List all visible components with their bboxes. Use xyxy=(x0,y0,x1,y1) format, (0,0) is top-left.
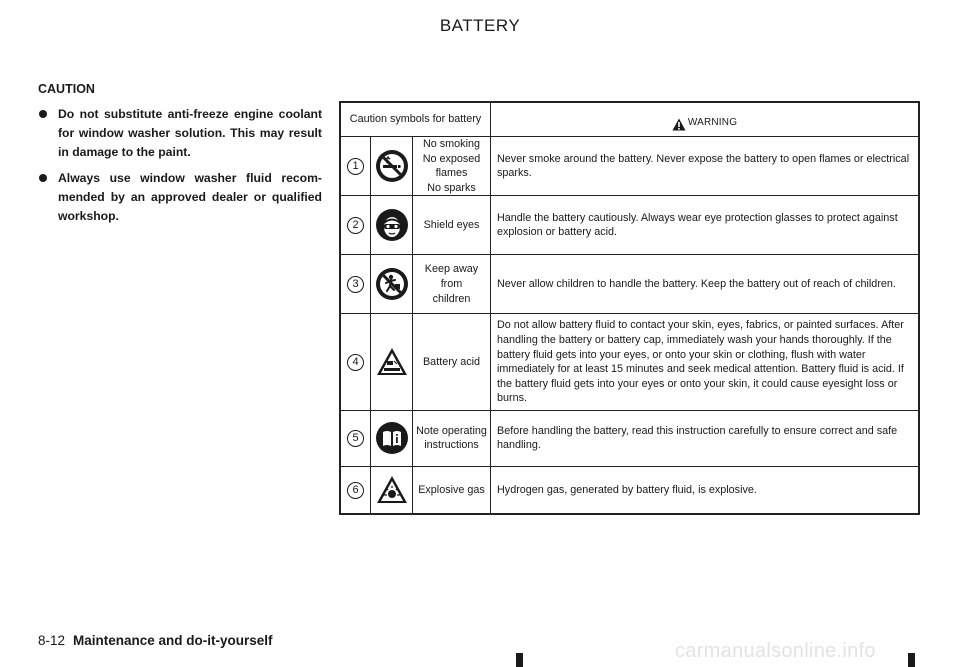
symbol-description: Hydrogen gas, generated by battery fluid, is explosive. xyxy=(491,466,920,514)
row-number: 2 xyxy=(347,217,364,234)
row-number: 3 xyxy=(347,276,364,293)
table-row xyxy=(340,410,919,466)
battery-acid-icon xyxy=(375,346,409,378)
caution-block xyxy=(38,82,322,233)
table-row xyxy=(340,314,919,411)
operating-instructions-icon xyxy=(375,421,409,455)
eye-protection-icon xyxy=(375,208,409,242)
section-title: Maintenance and do-it-yourself xyxy=(73,633,273,648)
caution-title: CAUTION xyxy=(38,82,95,96)
symbol-label-line: Battery acid xyxy=(422,355,480,368)
symbol-label-line: Shield eyes xyxy=(423,219,480,232)
symbol-description: Handle the battery cautiously. Always wear eye protection glasses to protect against explosion or battery acid. xyxy=(491,196,920,255)
symbol-label-line: children xyxy=(432,292,471,305)
symbol-label-line: instructions xyxy=(424,439,479,452)
row-number: 6 xyxy=(347,482,364,499)
caution-item xyxy=(38,105,322,162)
table-row xyxy=(340,137,919,196)
row-number: 5 xyxy=(347,430,364,447)
page-title: BATTERY xyxy=(439,16,521,35)
keep-children-away-icon xyxy=(375,267,409,301)
symbol-description: Never smoke around the battery. Never expose the battery to open flames or electrical sparks. xyxy=(491,137,920,196)
bullet-icon xyxy=(39,174,47,182)
symbol-description: Before handling the battery, read this instruction carefully to ensure correct and safe handling. xyxy=(491,410,920,466)
row-number: 1 xyxy=(347,158,364,175)
caution-item xyxy=(38,169,322,226)
symbol-label-line: Explosive gas xyxy=(418,483,485,496)
battery-caution-table xyxy=(339,101,920,515)
crop-mark xyxy=(516,653,523,667)
caution-item-text: Do not substitute anti-freeze engine coolant for window washer solution. This may result in damage to the paint. xyxy=(58,107,322,159)
table-row xyxy=(340,255,919,314)
no-smoking-icon xyxy=(375,149,409,183)
symbol-label-line: No smoking xyxy=(422,138,480,150)
bullet-icon xyxy=(39,110,47,118)
explosive-gas-icon xyxy=(375,474,409,506)
warning-triangle-icon xyxy=(672,118,686,131)
symbol-label-line: Note operating xyxy=(416,424,487,437)
page-footer xyxy=(38,633,273,648)
crop-mark xyxy=(908,653,915,667)
symbol-description: Do not allow battery fluid to contact your skin, eyes, fabrics, or painted surfaces. After handling the battery or battery cap, immediately wash your hands thoroughly. If the battery fluid gets into your eyes, or onto your skin or clothing, flush with water immediately for at least 15 minutes and seek medical attention. Battery fluid is acid. If the battery fluid gets into your eyes or onto your skin, it could cause eyesight loss or burns. xyxy=(491,314,920,411)
table-row xyxy=(340,466,919,514)
watermark: carmanualsonline.info xyxy=(675,640,876,662)
table-row xyxy=(340,196,919,255)
warning-label: WARNING xyxy=(687,116,738,128)
table-header-row xyxy=(340,102,919,137)
table-header-warning xyxy=(491,102,920,137)
row-number: 4 xyxy=(347,354,364,371)
symbol-label-line: No exposed flames xyxy=(422,152,481,180)
page-number: 8-12 xyxy=(38,633,66,648)
symbol-label-line: No sparks xyxy=(427,181,476,194)
caution-item-text: Always use window washer fluid recom-mended by an approved dealer or qualified workshop. xyxy=(58,171,322,223)
symbol-label-line: Keep away from xyxy=(424,263,479,291)
symbol-description: Never allow children to handle the battery. Keep the battery out of reach of children. xyxy=(491,255,920,314)
table-header-symbols: Caution symbols for battery xyxy=(340,102,491,137)
